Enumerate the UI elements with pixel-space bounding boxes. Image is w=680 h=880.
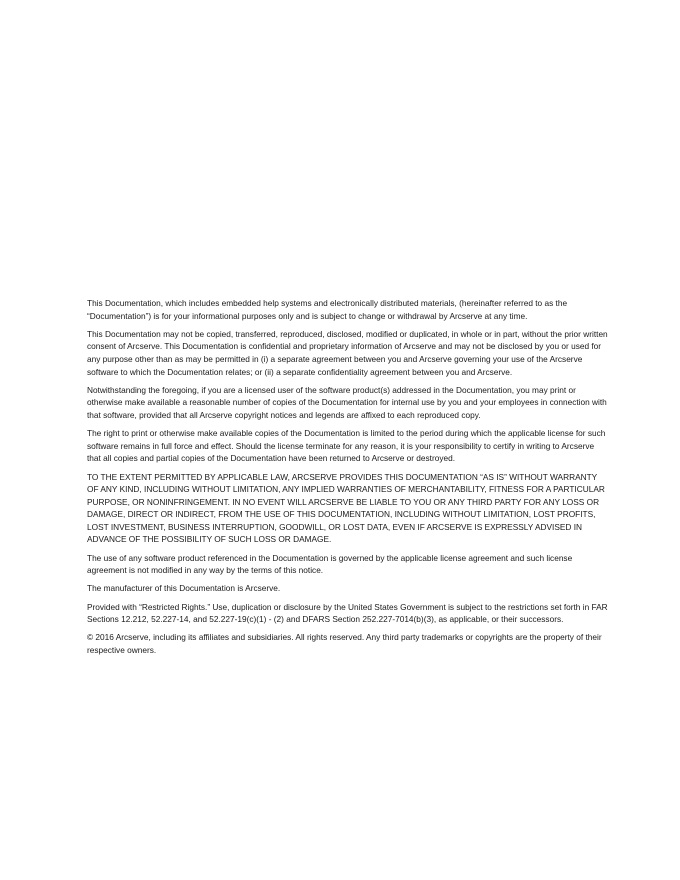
paragraph-warranty-disclaimer: TO THE EXTENT PERMITTED BY APPLICABLE LAW, ARCSERVE PROVIDES THIS DOCUMENTATION “AS IS” WITHOUT WARRANTY OF ANY KIND, INCLUDING WITHOUT LIMITATION, ANY IMPLIED WARRANTIES OF MERCHANTABILITY, FITNESS FOR A PARTICULAR PURPOSE, OR NONINFRINGEMENT. IN NO EVENT WILL ARCSERVE BE LIABLE TO YOU OR ANY THIRD PARTY FOR ANY LOSS OR DAMAGE, DIRECT OR INDIRECT, FROM THE USE OF THIS DOCUMENTATION, INCLUDING WITHOUT LIMITATION, LOST PROFITS, LOST INVESTMENT, BUSINESS INTERRUPTION, GOODWILL, OR LOST DATA, EVEN IF ARCSERVE IS EXPRESSLY ADVISED IN ADVANCE OF THE POSSIBILITY OF SUCH LOSS OR DAMAGE. — [87, 471, 605, 545]
paragraph-copy-restrictions: This Documentation may not be copied, transferred, reproduced, disclosed, modified or duplicated, in whole or in part, without the prior written consent of Arcserve. This Documentation is confidential and proprietary information of Arcserve and may not be disclosed by you or used for any purpose other than as may be permitted in (i) a separate agreement between you and Arcserve governing your use of the Arcserve software to which the Documentation relates; or (ii) a separate confidentiality agreement between you and Arcserve. — [87, 328, 608, 377]
paragraph-documentation-purpose: This Documentation, which includes embedded help systems and electronically distributed materials, (hereinafter referred to as the “Documentation”) is for your informational purposes only and is subject to change or withdrawal by Arcserve at any time. — [87, 298, 568, 321]
paragraph-restricted-rights: Provided with “Restricted Rights.” Use, duplication or disclosure by the United States Government is subject to the restrictions set forth in FAR Sections 12.212, 52.227-14, and 52.227-19(c)(1) - (2) and DFARS Section 252.227-7014(b)(3), as applicable, or their successors. — [87, 601, 608, 625]
paragraph-manufacturer: The manufacturer of this Documentation is Arcserve. — [87, 583, 281, 594]
paragraph-licensed-user-rights: Notwithstanding the foregoing, if you are a licensed user of the software product(s) addressed in the Documentation, you may print or otherwise make available a reasonable number of copies of the Documentation for internal use by you and your employees in connection with that software, provided that all Arcserve copyright notices and legends are affixed to each reproduced copy. — [87, 384, 607, 420]
paragraph-print-right-period: The right to print or otherwise make available copies of the Documentation is limited to the period during which the applicable license for such software remains in full force and effect. Should the license terminate for any reason, it is your responsibility to certify in writing to Arcserve that all copies and partial copies of the Documentation have been returned to Arcserve or destroyed. — [87, 428, 606, 464]
paragraph-copyright: © 2016 Arcserve, including its affiliates and subsidiaries. All rights reserved. Any third party trademarks or copyrights are the property of their respective owners. — [87, 632, 602, 655]
paragraph-license-agreement: The use of any software product referenced in the Documentation is governed by the applicable license agreement and such license agreement is not modified in any way by the terms of this notice. — [87, 552, 573, 576]
legal-notice — [87, 297, 609, 662]
